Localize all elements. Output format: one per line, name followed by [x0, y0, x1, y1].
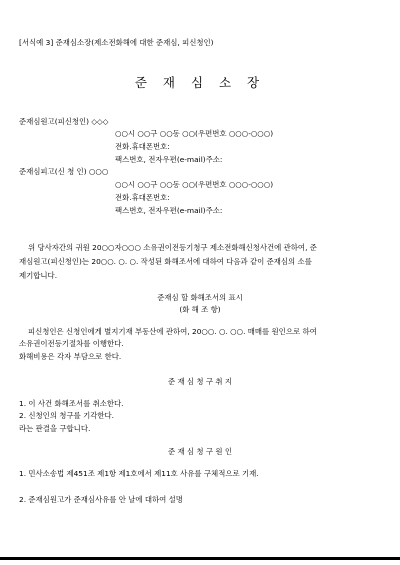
form-label: [서식예 3] 준재심소장(제소전화해에 대한 준재심, 피신청인)	[19, 38, 214, 47]
document-title: 준 재 심 소 장	[134, 75, 266, 90]
plaintiff-label: 준재심원고(피신청인) ◇◇◇	[19, 117, 109, 126]
intro-line-2: 재심원고(피신청인)는 20○○. ○. ○. 작성된 화해조서에 대하여 다음과 같이 준재심의 소를	[19, 257, 312, 266]
section1-subheading: (화 해 조 항)	[179, 305, 221, 314]
section2-line-3: 라는 판결을 구합니다.	[19, 424, 91, 433]
plaintiff-phone: 전화.휴대폰번호:	[115, 142, 170, 151]
plaintiff-address: ○○시 ○○구 ○○동 ○○(우편번호 ○○○-○○○)	[115, 129, 274, 138]
plaintiff-fax: 팩스번호, 전자우편(e-mail)주소:	[115, 155, 223, 164]
defendant-fax: 팩스번호, 전자우편(e-mail)주소:	[115, 206, 223, 215]
section3-line-2: 2. 준재심원고가 준재심사유를 안 날에 대하여 설명	[19, 495, 183, 504]
section3-heading: 준 재 심 청 구 원 인	[167, 447, 233, 456]
section2-line-2: 2. 신청인의 청구를 기각한다.	[19, 411, 114, 420]
defendant-address: ○○시 ○○구 ○○동 ○○(우편번호 ○○○-○○○)	[115, 180, 274, 189]
section1-heading: 준재심 할 화해조서의 표시	[157, 293, 243, 302]
section1-line-2: 소유권이전등기절차를 이행한다.	[19, 339, 124, 348]
section1-line-3: 화해비용은 각자 부담으로 한다.	[19, 352, 122, 361]
defendant-phone: 전화.휴대폰번호:	[115, 193, 170, 202]
section2-line-1: 1. 이 사건 화해조서를 취소한다.	[19, 399, 124, 408]
section3-line-1: 1. 민사소송법 제451조 제1항 제1호에서 제11호 사유를 구체적으로 기재.	[19, 469, 259, 478]
intro-line-1: 위 당사자간의 귀원 20○○자○○○ 소유권이전등기청구 제소전화해신청사건에 관하여, 준	[28, 243, 317, 252]
page-bottom-rule	[0, 557, 400, 560]
defendant-label: 준재심피고(신 청 인) ○○○	[19, 167, 109, 176]
intro-line-3: 제기합니다.	[19, 271, 58, 280]
section2-heading: 준 재 심 청 구 취 지	[167, 377, 233, 386]
section1-line-1: 피신청인은 신청인에게 별지기재 부동산에 관하여, 20○○. ○. ○○. 매매를 원인으로 하여	[28, 327, 317, 336]
